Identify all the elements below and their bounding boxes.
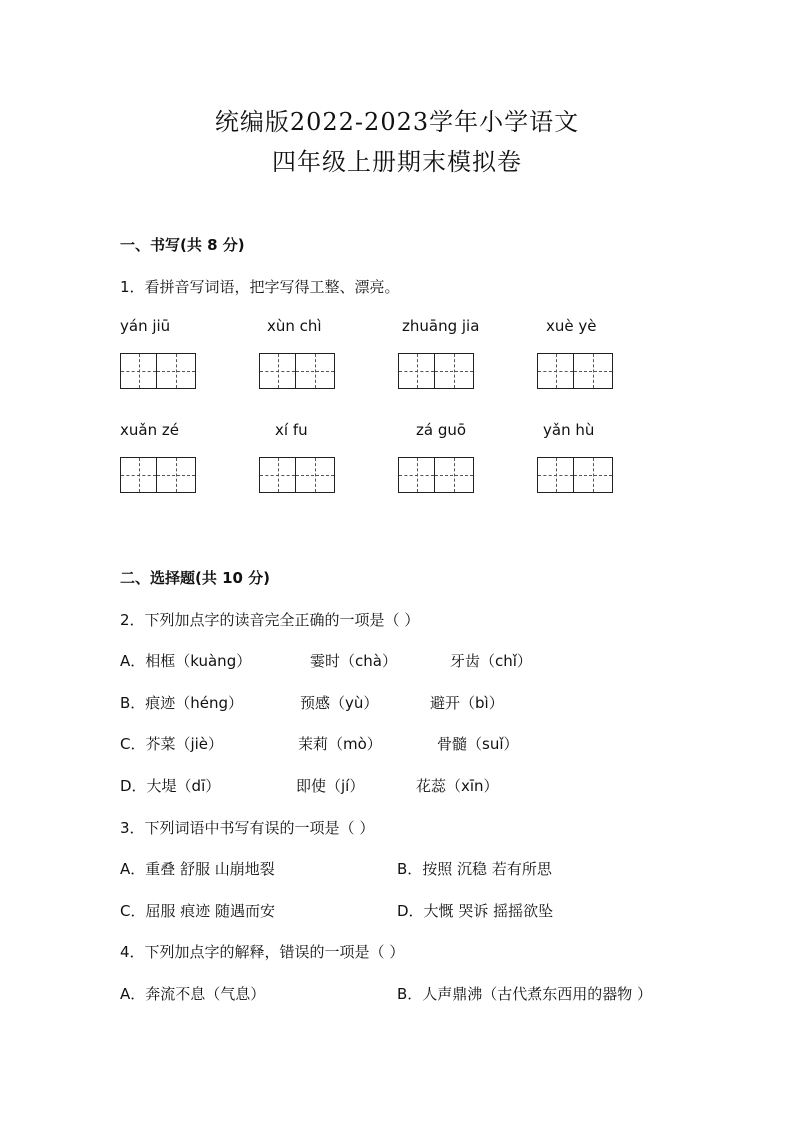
writing-cell[interactable] (120, 353, 157, 389)
writing-cell[interactable] (398, 457, 435, 493)
writing-grid[interactable] (398, 457, 474, 493)
writing-cell[interactable] (574, 353, 613, 389)
pinyin-label: xùn chì (267, 317, 322, 335)
q2-option-d-item2: 即使（jí） (296, 777, 365, 795)
q2-option-b-item2: 预感（yù） (300, 694, 379, 712)
writing-cell[interactable] (157, 457, 196, 493)
writing-cell[interactable] (120, 457, 157, 493)
writing-cell[interactable] (574, 457, 613, 493)
writing-grid[interactable] (120, 457, 196, 493)
q2-option-a-item2: 霎时（chà） (310, 652, 397, 670)
q2-option-b-item3: 避开（bì） (430, 694, 504, 712)
q4-option-a[interactable]: A．奔流不息（气息） (120, 985, 266, 1003)
q3-option-d[interactable]: D．大慨 哭诉 摇摇欲坠 (397, 902, 554, 920)
q3-option-c[interactable]: C．屈服 痕迹 随遇而安 (120, 902, 276, 920)
question2-stem: 2．下列加点字的读音完全正确的一项是（ ） (120, 611, 420, 629)
writing-cell[interactable] (435, 457, 474, 493)
exam-title-line2: 四年级上册期末模拟卷 (272, 148, 522, 176)
writing-grid[interactable] (259, 353, 335, 389)
writing-grid[interactable] (398, 353, 474, 389)
q2-option-a-item3: 牙齿（chǐ） (450, 652, 532, 670)
writing-cell[interactable] (259, 457, 296, 493)
writing-cell[interactable] (296, 353, 335, 389)
pinyin-label: zhuāng jia (402, 317, 480, 335)
exam-title-line1: 统编版2022-2023学年小学语文 (214, 108, 580, 136)
pinyin-label: xí fu (275, 421, 308, 439)
question4-stem: 4．下列加点字的解释，错误的一项是（ ） (120, 943, 405, 961)
q4-option-b[interactable]: B．人声鼎沸（古代煮东西用的器物 ） (397, 985, 653, 1003)
q2-option-c-item1[interactable]: C．芥菜（jiè） (120, 735, 224, 753)
writing-grid[interactable] (537, 457, 613, 493)
writing-cell[interactable] (157, 353, 196, 389)
q2-option-c-item2: 茉莉（mò） (298, 735, 382, 753)
writing-cell[interactable] (537, 353, 574, 389)
writing-cell[interactable] (259, 353, 296, 389)
pinyin-label: zá guō (416, 421, 467, 439)
pinyin-label: xuǎn zé (120, 421, 179, 439)
q2-option-b-item1[interactable]: B．痕迹（héng） (120, 694, 244, 712)
question1-stem: 1．看拼音写词语，把字写得工整、漂亮。 (120, 278, 400, 296)
q2-option-c-item3: 骨髓（suǐ） (437, 735, 519, 753)
pinyin-label: xuè yè (546, 317, 597, 335)
q2-option-d-item1[interactable]: D．大堤（dī） (120, 777, 221, 795)
writing-grid[interactable] (537, 353, 613, 389)
writing-grid[interactable] (259, 457, 335, 493)
writing-grid[interactable] (120, 353, 196, 389)
section1-heading: 一、书写(共 8 分) (120, 236, 245, 254)
writing-cell[interactable] (398, 353, 435, 389)
q2-option-d-item3: 花蕊（xīn） (416, 777, 499, 795)
section2-heading: 二、选择题(共 10 分) (120, 569, 271, 587)
writing-cell[interactable] (537, 457, 574, 493)
writing-cell[interactable] (435, 353, 474, 389)
q2-option-a-item1[interactable]: A．相框（kuàng） (120, 652, 252, 670)
q3-option-a[interactable]: A．重叠 舒服 山崩地裂 (120, 860, 275, 878)
question3-stem: 3．下列词语中书写有误的一项是（ ） (120, 819, 375, 837)
pinyin-label: yán jiū (120, 317, 171, 335)
pinyin-label: yǎn hù (543, 421, 595, 439)
writing-cell[interactable] (296, 457, 335, 493)
q3-option-b[interactable]: B．按照 沉稳 若有所思 (397, 860, 552, 878)
